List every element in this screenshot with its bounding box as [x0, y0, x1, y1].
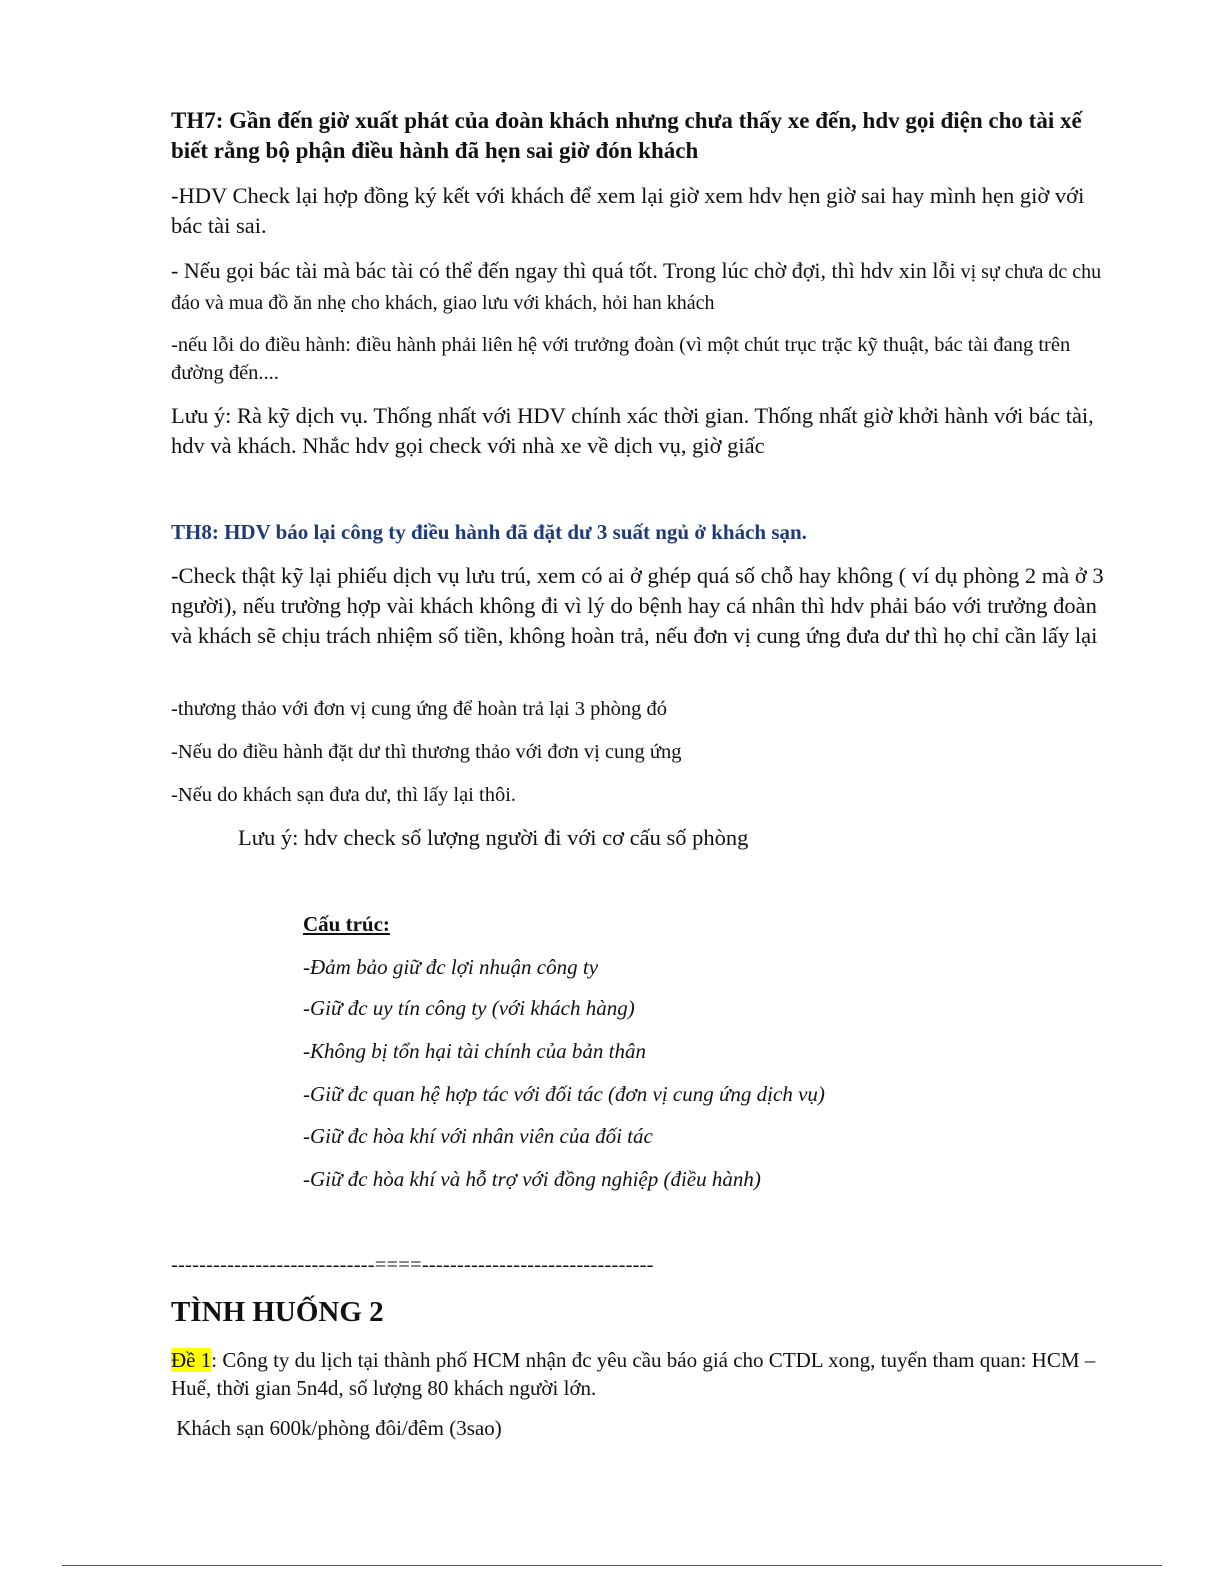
th7-paragraph-2-main: - Nếu gọi bác tài mà bác tài có thể đến ngay thì quá tốt. Trong lúc chờ đợi, thì hdv xin lỗi	[171, 258, 956, 283]
structure-item: -Giữ đc uy tín công ty (với khách hàng)	[303, 996, 635, 1020]
page-bottom-rule	[62, 1565, 1162, 1566]
section-divider: -----------------------------====---------------------------------	[171, 1254, 654, 1276]
th8-paragraph-2: -thương thảo với đơn vị cung ứng để hoàn trả lại 3 phòng đó	[171, 698, 667, 720]
de1-label-highlight: Đề 1	[171, 1348, 212, 1372]
th7-paragraph-2-small: vị sự chưa dc chu đáo và mua đồ ăn nhẹ cho khách, giao lưu với khách, hỏi han khách	[171, 261, 1102, 314]
th7-note: Lưu ý: Rà kỹ dịch vụ. Thống nhất với HDV chính xác thời gian. Thống nhất giờ khởi hành với bác tài, hdv và khách. Nhắc hdv gọi check với nhà xe về dịch vụ, giờ giấc	[171, 403, 1094, 458]
th7-paragraph-2	[171, 256, 1111, 318]
th8-paragraph-4: -Nếu do khách sạn đưa dư, thì lấy lại thôi.	[171, 784, 517, 806]
hotel-line: Khách sạn 600k/phòng đôi/đêm (3sao)	[171, 1416, 502, 1440]
structure-title: Cấu trúc:	[303, 912, 390, 936]
structure-item: -Giữ đc quan hệ hợp tác với đối tác (đơn vị cung ứng dịch vụ)	[303, 1082, 825, 1106]
th8-paragraph-3: -Nếu do điều hành đặt dư thì thương thảo với đơn vị cung ứng	[171, 741, 682, 763]
de1-paragraph	[171, 1346, 1111, 1402]
structure-item: -Không bị tổn hại tài chính của bản thân	[303, 1039, 646, 1063]
section-title: TÌNH HUỐNG 2	[171, 1296, 384, 1328]
th8-note: Lưu ý: hdv check số lượng người đi với cơ cấu số phòng	[238, 825, 749, 850]
structure-item: -Giữ đc hòa khí và hỗ trợ với đồng nghiệp (điều hành)	[303, 1167, 761, 1191]
th7-paragraph-1: -HDV Check lại hợp đồng ký kết với khách để xem lại giờ xem hdv hẹn giờ sai hay mình hẹn giờ với bác tài sai.	[171, 183, 1085, 238]
th7-paragraph-3: -nếu lỗi do điều hành: điều hành phải liên hệ với trưởng đoàn (vì một chút trục trặc kỹ thuật, bác tài đang trên đường đến....	[171, 334, 1071, 384]
structure-item: -Đảm bảo giữ đc lợi nhuận công ty	[303, 955, 599, 979]
th8-title: TH8: HDV báo lại công ty điều hành đã đặt dư 3 suất ngủ ở khách sạn.	[171, 520, 807, 544]
th8-paragraph-1: -Check thật kỹ lại phiếu dịch vụ lưu trú, xem có ai ở ghép quá số chỗ hay không ( ví dụ phòng 2 mà ở 3 người), nếu trường hợp vài khách không đi vì lý do bệnh hay cá nhân thì hdv phải báo với trưởng đoàn và khách sẽ chịu trách nhiệm số tiền, không hoàn trả, nếu đơn vị cung ứng đưa dư thì họ chỉ cần lấy lại	[171, 563, 1104, 648]
de1-text: : Công ty du lịch tại thành phố HCM nhận đc yêu cầu báo giá cho CTDL xong, tuyến tham quan: HCM – Huế, thời gian 5n4d, số lượng 80 khách người lớn.	[171, 1348, 1096, 1400]
th7-title: TH7: Gần đến giờ xuất phát của đoàn khách nhưng chưa thấy xe đến, hdv gọi điện cho tài xế biết rằng bộ phận điều hành đã hẹn sai giờ đón khách	[171, 108, 1082, 163]
structure-item: -Giữ đc hòa khí với nhân viên của đối tác	[303, 1124, 653, 1148]
